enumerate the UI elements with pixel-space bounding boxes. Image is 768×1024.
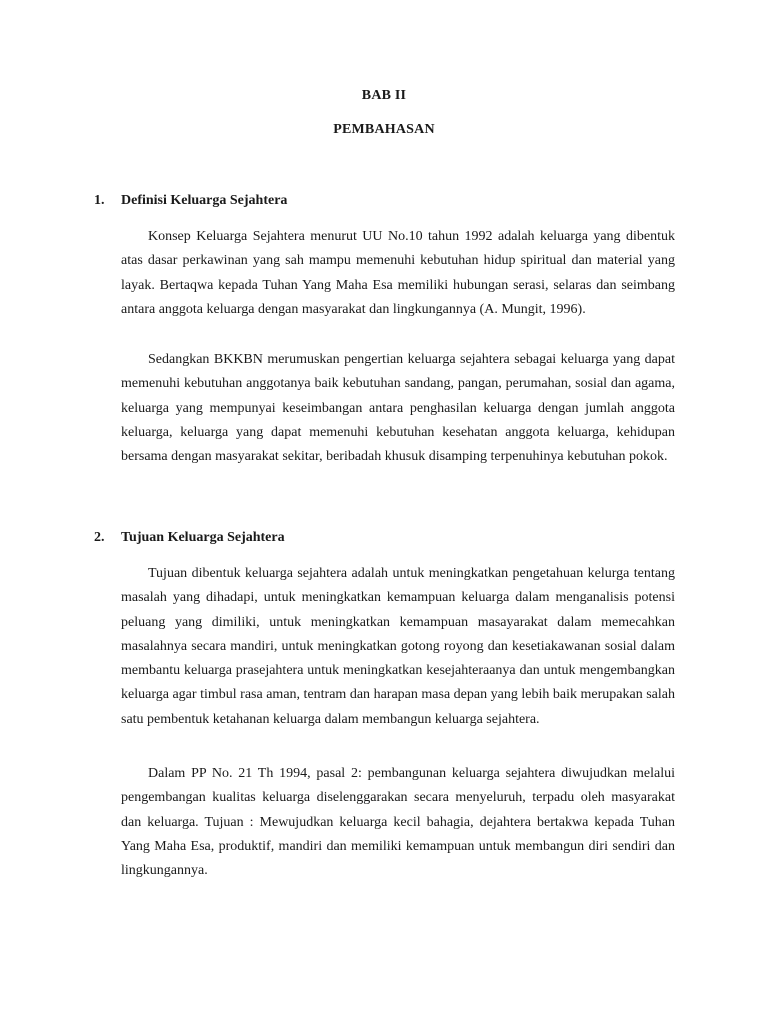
paragraph: Sedangkan BKKBN merumuskan pengertian keluarga sejahtera sebagai keluarga yang dapat memenuhi kebutuhan anggotanya baik kebutuhan sandang, pangan, perumahan, sosial dan agama, keluarga yang mempunyai keseimbangan antara penghasilan keluarga dengan jumlah anggota keluarga, keluarga yang dapat memenuhi kebutuhan kesehatan anggota keluarga, kehidupan bersama dengan masyarakat sekitar, beribadah khusuk disamping terpenuhinya kebutuhan pokok. bbox=[121, 352, 675, 465]
section-number: 2. bbox=[94, 530, 105, 545]
paragraph: Dalam PP No. 21 Th 1994, pasal 2: pembangunan keluarga sejahtera diwujudkan melalui pengembangan kualitas keluarga diselenggarakan secara menyeluruh, terpadu oleh masyarakat dan keluarga. Tujuan : Mewujudkan keluarga kecil bahagia, dejahtera bertakwa kepada Tuhan Yang Maha Esa, produktif, mandiri dan memiliki kemampuan untuk membangun diri sendiri dan lingkungannya. bbox=[121, 766, 675, 879]
section-heading-definisi bbox=[94, 193, 287, 209]
section-heading-tujuan bbox=[94, 530, 285, 546]
section-number: 1. bbox=[94, 193, 105, 208]
section-title: Tujuan Keluarga Sejahtera bbox=[121, 530, 285, 545]
chapter-title: PEMBAHASAN bbox=[333, 122, 435, 137]
paragraph: Tujuan dibentuk keluarga sejahtera adalah untuk meningkatkan pengetahuan kelurga tentang masalah yang dihadapi, untuk meningkatkan kemampuan keluarga dalam menganalisis potensi peluang yang dimiliki, untuk meningkatkan kemampuan masayarakat dalam memecahkan masalahnya secara mandiri, untuk meningkatkan gotong royong dan kesetiakawanan sosial dalam membantu keluarga prasejahtera untuk meningkatkan kesejahteraanya dan untuk mengembangkan keluarga agar timbul rasa aman, tentram dan harapan masa depan yang lebih baik merupakan salah satu pembentuk ketahanan keluarga dalam membangun keluarga sejahtera. bbox=[121, 566, 675, 727]
section-title: Definisi Keluarga Sejahtera bbox=[121, 193, 288, 208]
chapter-label: BAB II bbox=[361, 88, 407, 103]
paragraph: Konsep Keluarga Sejahtera menurut UU No.10 tahun 1992 adalah keluarga yang dibentuk atas dasar perkawinan yang sah mampu memenuhi kebutuhan hidup spiritual dan material yang layak. Bertaqwa kepada Tuhan Yang Maha Esa memiliki hubungan serasi, selaras dan seimbang antara anggota keluarga dengan masyarakat dan lingkungannya (A. Mungit, 1996). bbox=[121, 229, 675, 317]
